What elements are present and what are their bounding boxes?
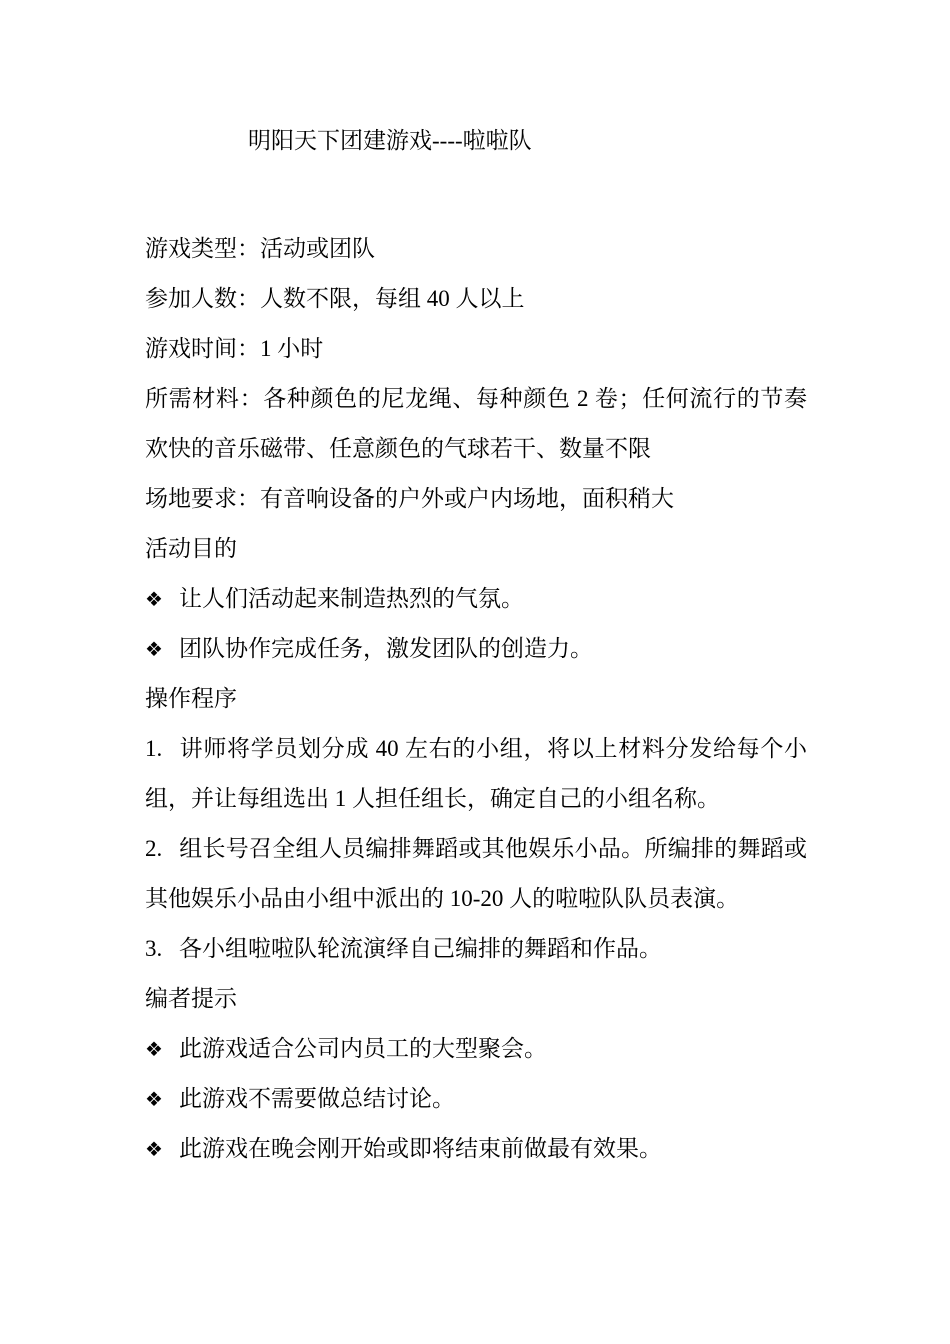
- tips-item-text: 此游戏不需要做总结讨论。: [179, 1086, 455, 1111]
- tips-item: [145, 1024, 807, 1074]
- procedure-step: [145, 824, 807, 924]
- info-game-type: 游戏类型：活动或团队: [145, 236, 375, 261]
- diamond-bullet-icon: ❖: [145, 1087, 163, 1111]
- procedure-heading: 操作程序: [145, 686, 237, 711]
- tips-item: [145, 1074, 807, 1124]
- diamond-bullet-icon: ❖: [145, 587, 163, 611]
- procedure-step: [145, 924, 807, 974]
- tips-item: [145, 1124, 807, 1174]
- procedure-step-text: 讲师将学员划分成 40 左右的小组，将以上材料分发给每个小组，并让每组选出 1 人担任组长，确定自己的小组名称。: [145, 736, 807, 811]
- info-venue: 场地要求：有音响设备的户外或户内场地，面积稍大: [145, 486, 674, 511]
- procedure-step-text: 各小组啦啦队轮流演绎自己编排的舞蹈和作品。: [179, 936, 662, 961]
- diamond-bullet-icon: ❖: [145, 1037, 163, 1061]
- purpose-item: [145, 574, 807, 624]
- info-materials: 所需材料：各种颜色的尼龙绳、每种颜色 2 卷；任何流行的节奏欢快的音乐磁带、任意颜色的气球若干、数量不限: [145, 386, 807, 461]
- purpose-item-text: 让人们活动起来制造热烈的气氛。: [179, 586, 524, 611]
- procedure-step-number: 2.: [145, 836, 163, 861]
- document-title: 明阳天下团建游戏----啦啦队: [248, 128, 532, 153]
- purpose-heading: 活动目的: [145, 536, 237, 561]
- tips-item-text: 此游戏适合公司内员工的大型聚会。: [179, 1036, 547, 1061]
- purpose-item-text: 团队协作完成任务，激发团队的创造力。: [179, 636, 593, 661]
- procedure-step-text: 组长号召全组人员编排舞蹈或其他娱乐小品。所编排的舞蹈或其他娱乐小品由小组中派出的 10-20 人的啦啦队队员表演。: [145, 836, 807, 911]
- document-body: [145, 224, 807, 1174]
- diamond-bullet-icon: ❖: [145, 1137, 163, 1161]
- purpose-item: [145, 624, 807, 674]
- info-duration: 游戏时间：1 小时: [145, 336, 324, 361]
- tips-item-text: 此游戏在晚会刚开始或即将结束前做最有效果。: [179, 1136, 662, 1161]
- procedure-step-number: 3.: [145, 936, 163, 961]
- info-participants: 参加人数：人数不限，每组 40 人以上: [145, 286, 525, 311]
- tips-heading: 编者提示: [145, 986, 237, 1011]
- procedure-step: [145, 724, 807, 824]
- procedure-step-number: 1.: [145, 736, 163, 761]
- diamond-bullet-icon: ❖: [145, 637, 163, 661]
